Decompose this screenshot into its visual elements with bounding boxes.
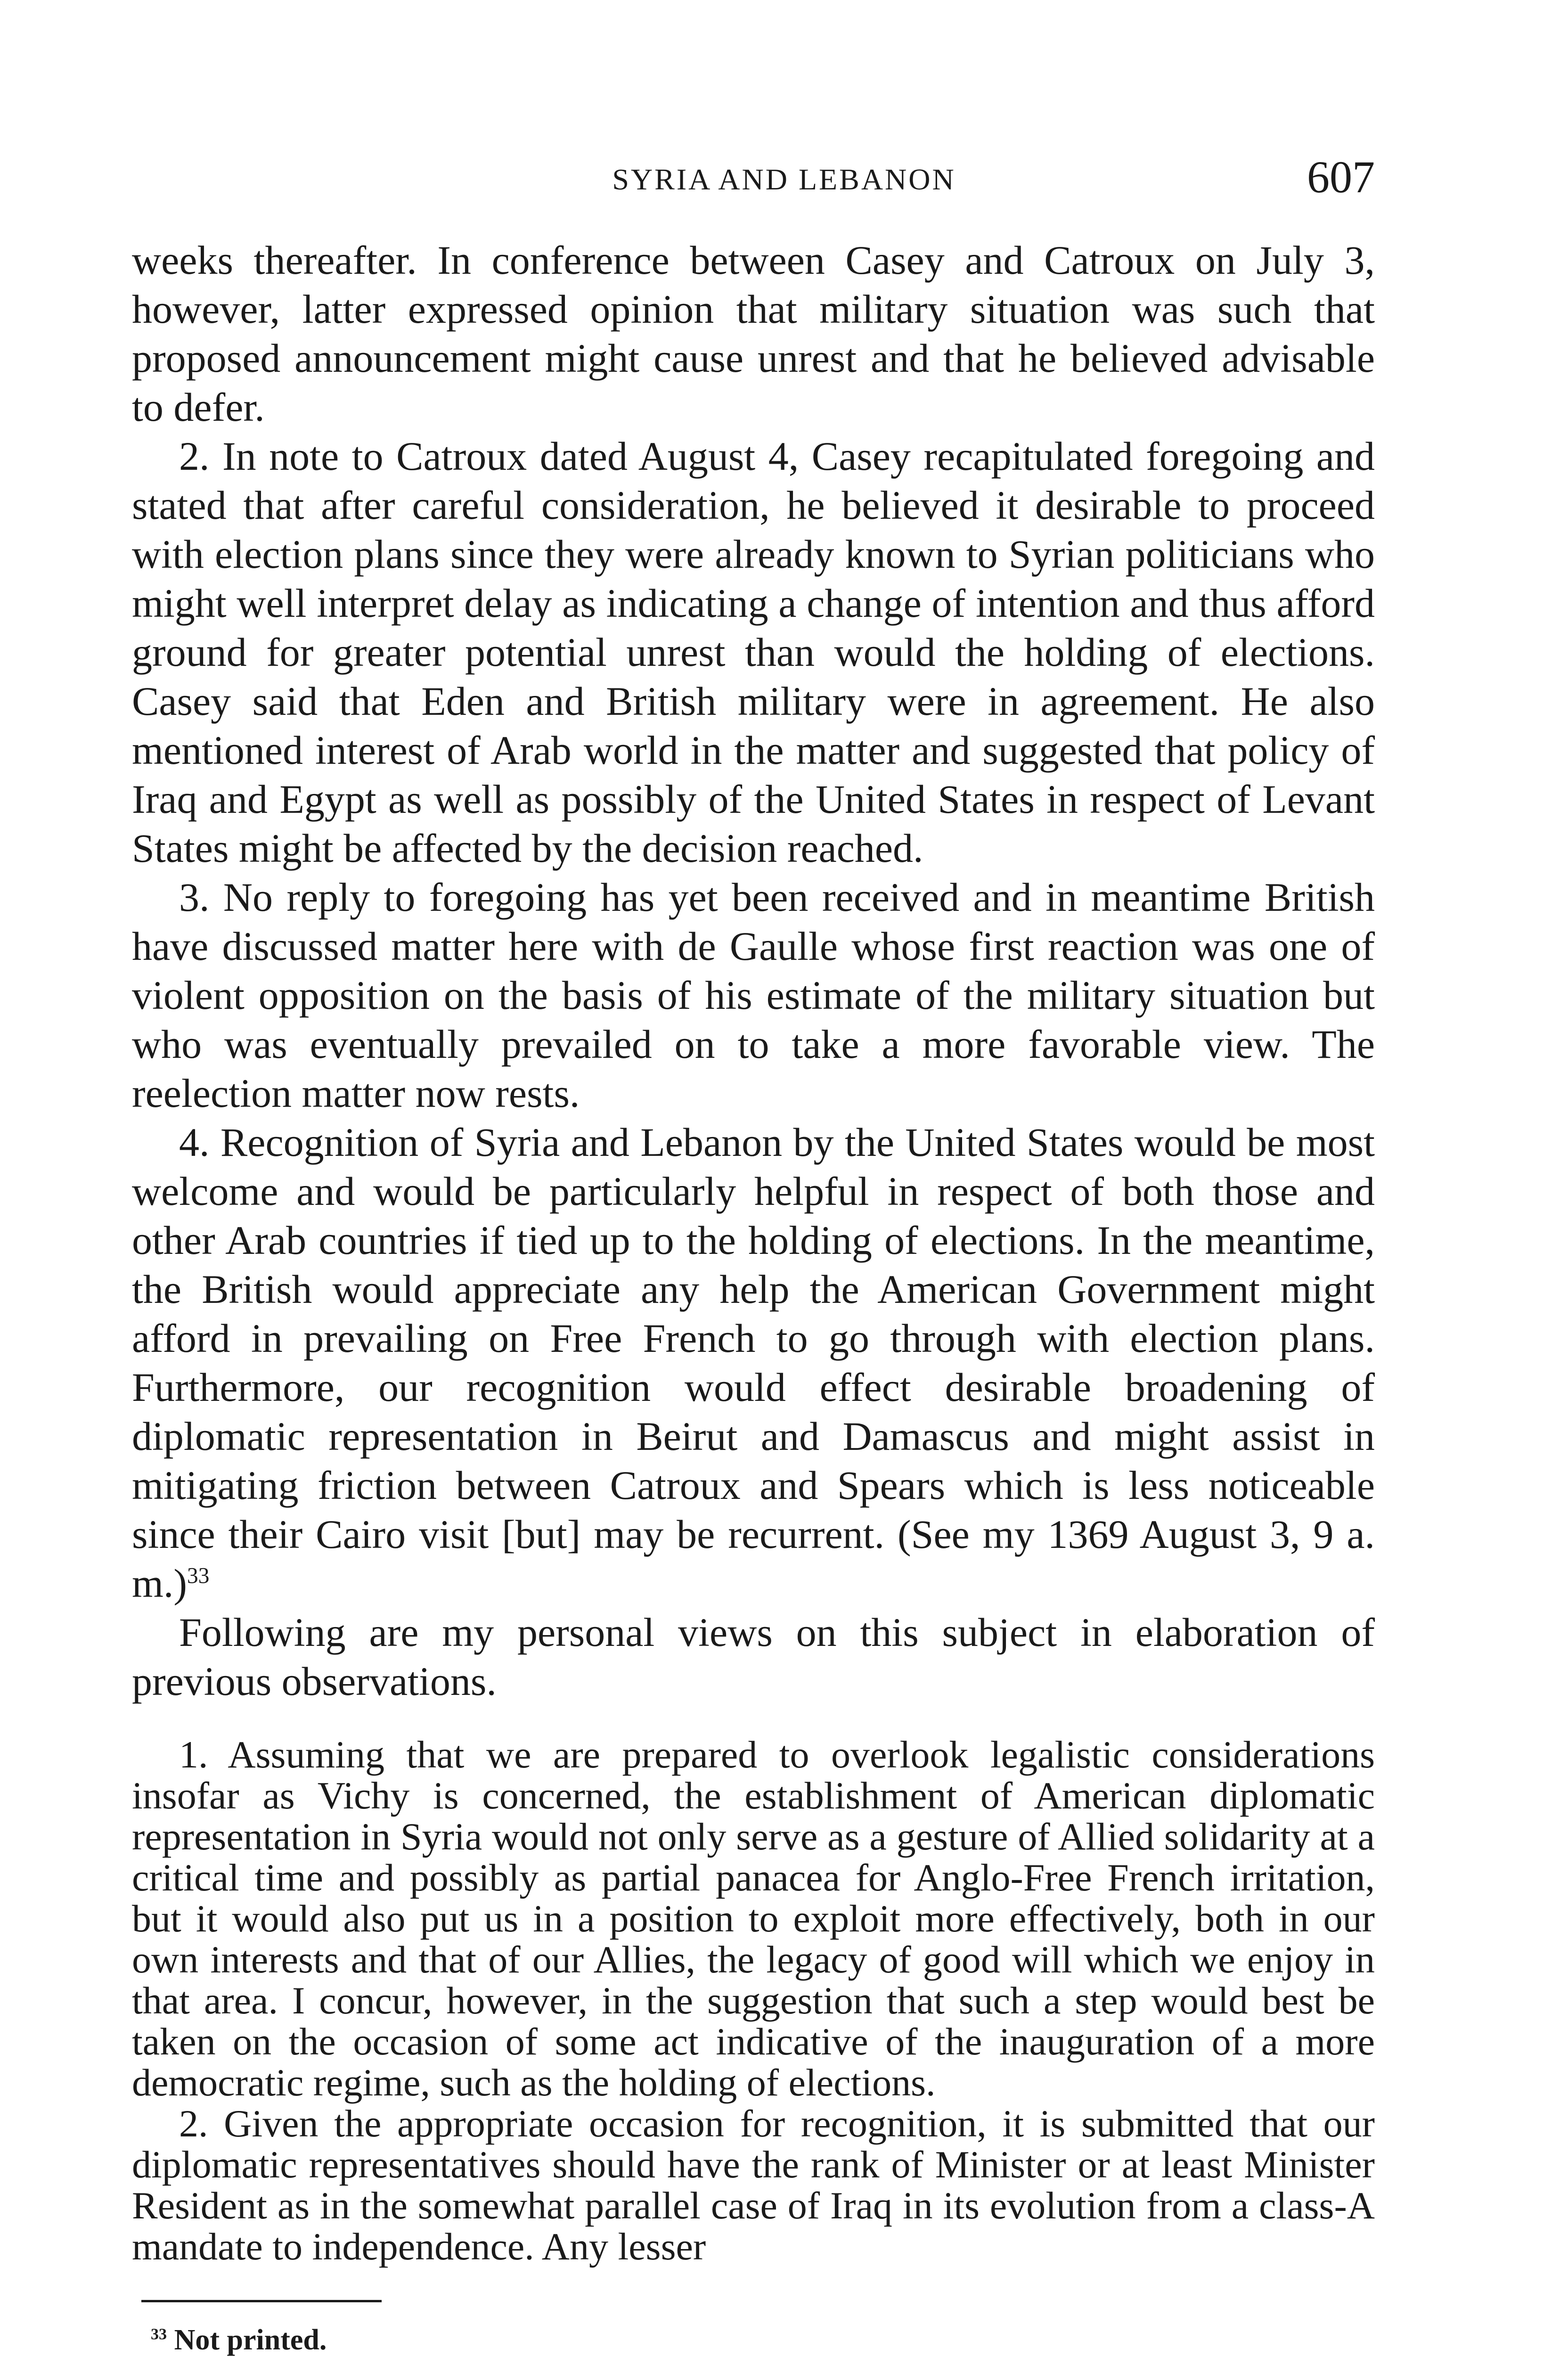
paragraph-text: Following are my personal views on this subject in elaboration of previous observations. [132,1610,1375,1704]
running-head [0,151,1568,207]
paragraph-4 [132,1118,1375,1608]
paragraph-text: weeks thereafter. In conference between Casey and Catroux on July 3, however, latter expressed opinion that military situation was such that proposed announcement might cause unrest and that he believed advisable to defer. [132,237,1375,430]
footnote-area [132,2300,1375,2356]
paragraph-2 [132,432,1375,873]
paragraph-text: 3. No reply to foregoing has yet been received and in meantime British have discussed matter here with de Gaulle whose first reaction was one of violent opposition on the basis of his estimate of the military situation but who was eventually prevailed on to take a more favorable view. The reelection matter now rests. [132,875,1375,1116]
paragraph-3 [132,873,1375,1118]
paragraph-following [132,1608,1375,1706]
footnote-number: 33 [151,2325,167,2343]
footnote-text: Not printed. [174,2324,327,2356]
running-title: SYRIA AND LEBANON [612,163,956,196]
view-2: 2. Given the appropriate occasion for recognition, it is submitted that our diplomatic representatives should have the rank of Minister or at least Minister Resident as in the somewhat parallel case of Iraq in its evolution from a class-A mandate to independence. Any lesser [132,2102,1375,2268]
personal-views [132,1734,1375,2267]
page-number: 607 [1307,152,1375,202]
footnote [132,2321,1375,2356]
footnote-reference: 33 [187,1563,210,1588]
paragraph-text: 2. In note to Catroux dated August 4, Casey recapitulated foregoing and stated that after careful consideration, he believed it desirable to proceed with election plans since they were already known to Syrian politicians who might well interpret delay as indicating a change of intention and thus afford ground for greater potential unrest than would the holding of elections. Casey said that Eden and British military were in agreement. He also mentioned interest of Arab world in the matter and suggested that policy of Iraq and Egypt as well as possibly of the United States in respect of Levant States might be affected by the decision reached. [132,434,1375,871]
footnote-divider [141,2300,382,2302]
view-1: 1. Assuming that we are prepared to overlook legalistic considerations insofar as Vichy is concerned, the establishment of American diplomatic representation in Syria would not only serve as a gesture of Allied solidarity at a critical time and possibly as partial panacea for Anglo-Free French irritation, but it would also put us in a position to exploit more effectively, both in our own interests and that of our Allies, the legacy of good will which we enjoy in that area. I concur, however, in the suggestion that such a step would best be taken on the occasion of some act indicative of the inauguration of a more democratic regime, such as the holding of elections. [132,1733,1375,2104]
body-text [132,236,1375,2356]
telegram-text [132,236,1375,1706]
paragraph-text: 4. Recognition of Syria and Lebanon by the United States would be most welcome and would be particularly helpful in respect of both those and other Arab countries if tied up to the holding of elections. In the meantime, the British would appreciate any help the American Government might afford in prevailing on Free French to go through with election plans. Furthermore, our recognition would effect desirable broadening of diplomatic representation in Beirut and Damascus and might assist in mitigating friction between Catroux and Spears which is less noticeable since their Cairo visit [but] may be recurrent. (See my 1369 August 3, 9 a. m.) [132,1120,1375,1606]
paragraph-continuation [132,236,1375,432]
